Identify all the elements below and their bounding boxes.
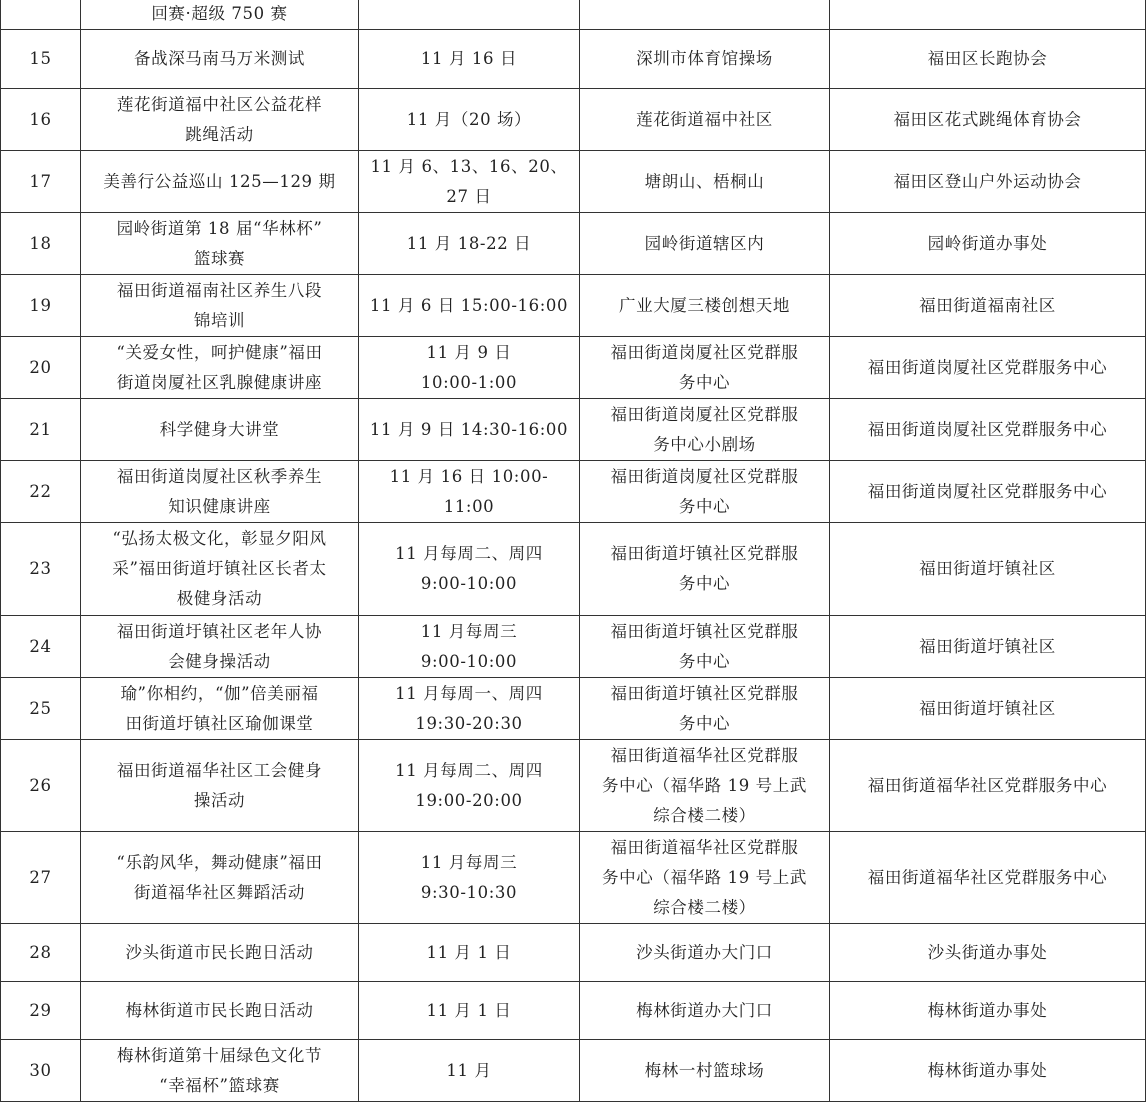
event-place-cell: 福田街道圩镇社区党群服 务中心 <box>580 523 830 616</box>
organizer-cell: 梅林街道办事处 <box>830 982 1146 1040</box>
table-row <box>1 924 1146 982</box>
event-place-cell: 福田街道圩镇社区党群服 务中心 <box>580 678 830 740</box>
event-place-cell <box>580 0 830 30</box>
table-row <box>1 151 1146 213</box>
event-place-cell: 福田街道岗厦社区党群服 务中心 <box>580 461 830 523</box>
row-number-cell: 29 <box>1 982 81 1040</box>
organizer-cell: 福田街道岗厦社区党群服务中心 <box>830 337 1146 399</box>
table-row <box>1 275 1146 337</box>
event-name-cell: “弘扬太极文化，彰显夕阳风 采”福田街道圩镇社区长者太 极健身活动 <box>81 523 359 616</box>
event-name-cell: 梅林街道第十届绿色文化节 “幸福杯”篮球赛 <box>81 1040 359 1102</box>
table-row <box>1 337 1146 399</box>
event-name-cell: 瑜”你相约，“伽”倍美丽福 田街道圩镇社区瑜伽课堂 <box>81 678 359 740</box>
row-number-cell: 20 <box>1 337 81 399</box>
row-number-cell: 18 <box>1 213 81 275</box>
row-number-cell: 21 <box>1 399 81 461</box>
table-row <box>1 616 1146 678</box>
event-time-cell: 11 月（20 场） <box>359 89 580 151</box>
organizer-cell: 福田街道福南社区 <box>830 275 1146 337</box>
row-number-cell: 19 <box>1 275 81 337</box>
row-number-cell: 27 <box>1 832 81 924</box>
table-row <box>1 89 1146 151</box>
event-place-cell: 福田街道圩镇社区党群服 务中心 <box>580 616 830 678</box>
row-number-cell: 15 <box>1 30 81 89</box>
organizer-cell: 福田街道岗厦社区党群服务中心 <box>830 399 1146 461</box>
table-row <box>1 740 1146 832</box>
event-place-cell: 塘朗山、梧桐山 <box>580 151 830 213</box>
event-name-cell: 美善行公益巡山 125—129 期 <box>81 151 359 213</box>
event-place-cell: 莲花街道福中社区 <box>580 89 830 151</box>
event-time-cell: 11 月 <box>359 1040 580 1102</box>
event-time-cell: 11 月每周三 9:30-10:30 <box>359 832 580 924</box>
table-row <box>1 832 1146 924</box>
row-number-cell: 16 <box>1 89 81 151</box>
event-time-cell: 11 月 16 日 <box>359 30 580 89</box>
row-number-cell: 30 <box>1 1040 81 1102</box>
event-name-cell: 科学健身大讲堂 <box>81 399 359 461</box>
event-place-cell: 深圳市体育馆操场 <box>580 30 830 89</box>
table-row <box>1 461 1146 523</box>
table-row <box>1 982 1146 1040</box>
organizer-cell: 园岭街道办事处 <box>830 213 1146 275</box>
event-place-cell: 福田街道岗厦社区党群服 务中心小剧场 <box>580 399 830 461</box>
event-time-cell: 11 月 16 日 10:00-11:00 <box>359 461 580 523</box>
organizer-cell: 福田街道圩镇社区 <box>830 523 1146 616</box>
event-place-cell: 福田街道岗厦社区党群服 务中心 <box>580 337 830 399</box>
event-name-cell: 莲花街道福中社区公益花样 跳绳活动 <box>81 89 359 151</box>
event-time-cell: 11 月 1 日 <box>359 982 580 1040</box>
organizer-cell: 梅林街道办事处 <box>830 1040 1146 1102</box>
event-name-cell: 回赛·超级 750 赛 <box>81 0 359 30</box>
organizer-cell: 福田街道岗厦社区党群服务中心 <box>830 461 1146 523</box>
event-name-cell: 沙头街道市民长跑日活动 <box>81 924 359 982</box>
row-number-cell: 23 <box>1 523 81 616</box>
event-name-cell: 园岭街道第 18 届“华林杯” 篮球赛 <box>81 213 359 275</box>
organizer-cell: 福田区登山户外运动协会 <box>830 151 1146 213</box>
table-row <box>1 1040 1146 1102</box>
event-time-cell: 11 月每周一、周四 19:30-20:30 <box>359 678 580 740</box>
row-number-cell: 17 <box>1 151 81 213</box>
event-name-cell: 梅林街道市民长跑日活动 <box>81 982 359 1040</box>
event-name-cell: 福田街道圩镇社区老年人协 会健身操活动 <box>81 616 359 678</box>
event-time-cell: 11 月 9 日 14:30-16:00 <box>359 399 580 461</box>
table-row <box>1 30 1146 89</box>
event-name-cell: “乐韵风华，舞动健康”福田 街道福华社区舞蹈活动 <box>81 832 359 924</box>
event-place-cell: 福田街道福华社区党群服 务中心（福华路 19 号上武 综合楼二楼） <box>580 740 830 832</box>
event-name-cell: 福田街道福华社区工会健身 操活动 <box>81 740 359 832</box>
table-row <box>1 0 1146 30</box>
event-place-cell: 广业大厦三楼创想天地 <box>580 275 830 337</box>
row-number-cell <box>1 0 81 30</box>
organizer-cell: 沙头街道办事处 <box>830 924 1146 982</box>
event-time-cell: 11 月每周二、周四 19:00-20:00 <box>359 740 580 832</box>
event-name-cell: 福田街道岗厦社区秋季养生 知识健康讲座 <box>81 461 359 523</box>
table-body <box>1 0 1146 1102</box>
organizer-cell: 福田街道圩镇社区 <box>830 616 1146 678</box>
row-number-cell: 25 <box>1 678 81 740</box>
organizer-cell: 福田街道福华社区党群服务中心 <box>830 740 1146 832</box>
event-time-cell: 11 月 1 日 <box>359 924 580 982</box>
event-place-cell: 福田街道福华社区党群服 务中心（福华路 19 号上武 综合楼二楼） <box>580 832 830 924</box>
table-row <box>1 523 1146 616</box>
event-time-cell <box>359 0 580 30</box>
table-row <box>1 213 1146 275</box>
organizer-cell: 福田街道圩镇社区 <box>830 678 1146 740</box>
row-number-cell: 24 <box>1 616 81 678</box>
event-time-cell: 11 月每周三 9:00-10:00 <box>359 616 580 678</box>
event-time-cell: 11 月 18-22 日 <box>359 213 580 275</box>
organizer-cell <box>830 0 1146 30</box>
event-name-cell: “关爱女性，呵护健康”福田 街道岗厦社区乳腺健康讲座 <box>81 337 359 399</box>
row-number-cell: 28 <box>1 924 81 982</box>
organizer-cell: 福田区花式跳绳体育协会 <box>830 89 1146 151</box>
row-number-cell: 26 <box>1 740 81 832</box>
event-time-cell: 11 月 6 日 15:00-16:00 <box>359 275 580 337</box>
event-place-cell: 梅林街道办大门口 <box>580 982 830 1040</box>
organizer-cell: 福田区长跑协会 <box>830 30 1146 89</box>
table-row <box>1 399 1146 461</box>
event-name-cell: 福田街道福南社区养生八段 锦培训 <box>81 275 359 337</box>
event-place-cell: 梅林一村篮球场 <box>580 1040 830 1102</box>
row-number-cell: 22 <box>1 461 81 523</box>
event-place-cell: 园岭街道辖区内 <box>580 213 830 275</box>
event-name-cell: 备战深马南马万米测试 <box>81 30 359 89</box>
organizer-cell: 福田街道福华社区党群服务中心 <box>830 832 1146 924</box>
event-time-cell: 11 月 6、13、16、20、 27 日 <box>359 151 580 213</box>
event-time-cell: 11 月 9 日 10:00-1:00 <box>359 337 580 399</box>
event-place-cell: 沙头街道办大门口 <box>580 924 830 982</box>
table-row <box>1 678 1146 740</box>
event-time-cell: 11 月每周二、周四 9:00-10:00 <box>359 523 580 616</box>
